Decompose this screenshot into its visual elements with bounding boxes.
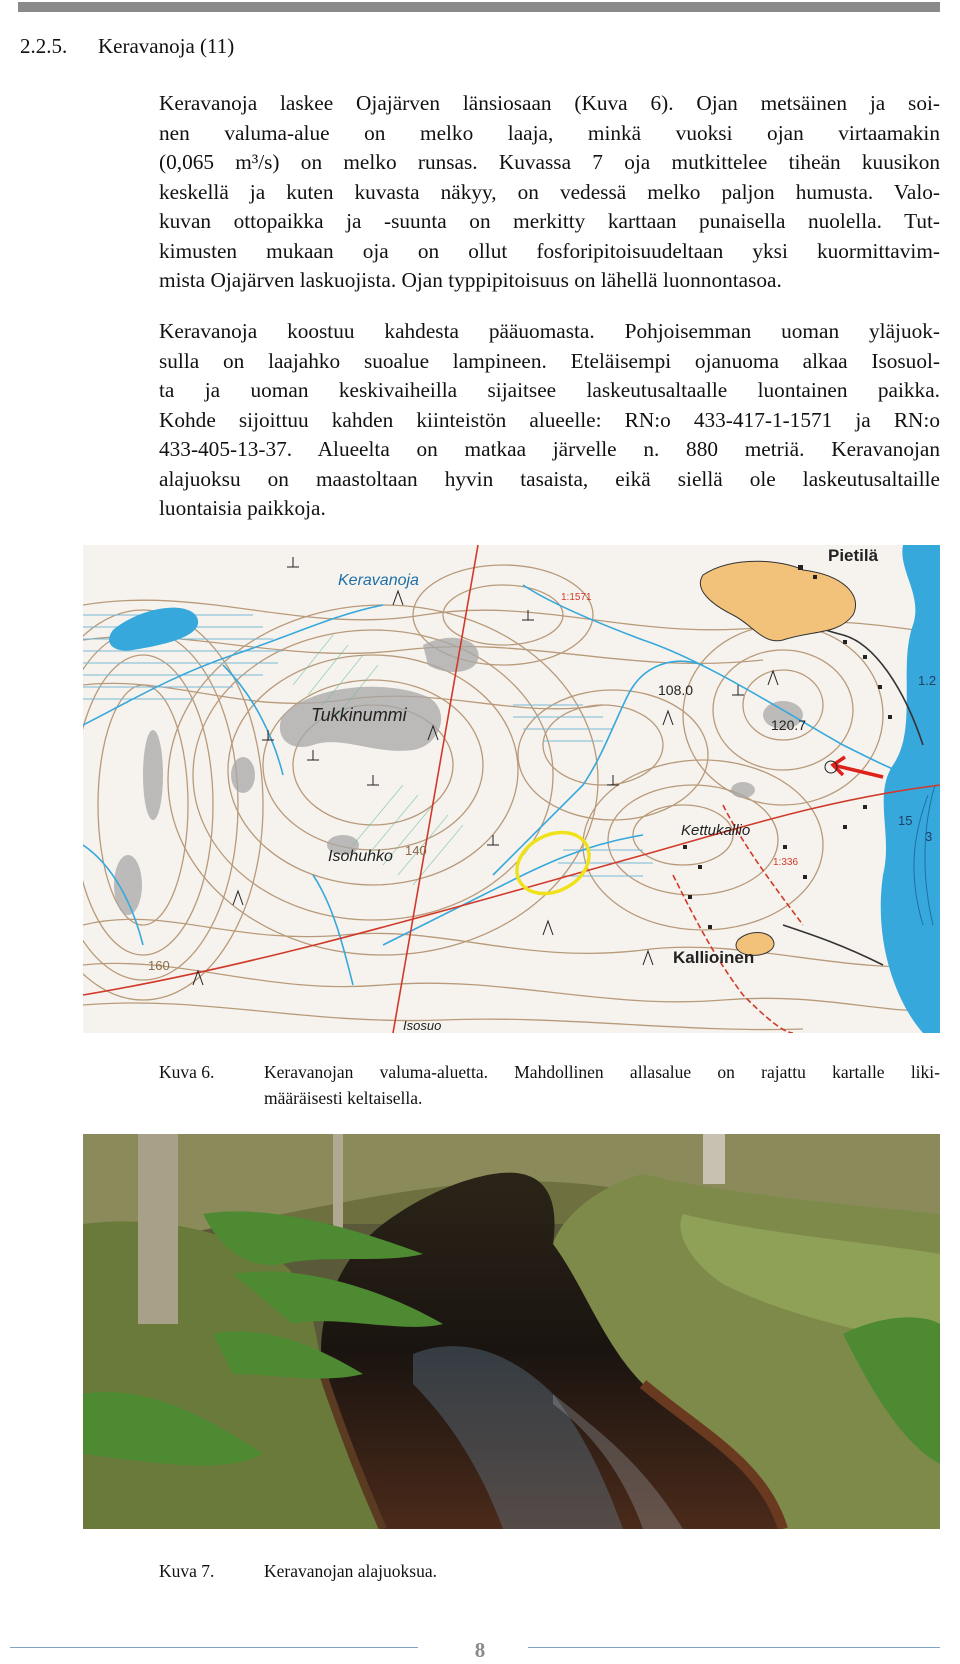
photo-svg — [83, 1134, 940, 1529]
map-elevation-108: 108.0 — [658, 682, 694, 698]
paragraph-1 — [159, 89, 940, 296]
map-label-kettukallio: Kettukallio — [681, 822, 751, 839]
tree-trunk — [138, 1134, 178, 1324]
map-depth-3: 3 — [925, 829, 933, 844]
p2-line: Keravanoja koostuu kahdesta pääuomasta. Pohjoisemman uoman yläjuok- — [159, 319, 940, 343]
p1-line: nen valuma-alue on melko laaja, minkä vuoksi ojan virtaamakin — [159, 120, 940, 145]
footer-rule-left — [10, 1647, 418, 1648]
figure-7-label: Kuva 7. — [159, 1561, 215, 1581]
figure-7-caption — [159, 1558, 940, 1588]
map-svg — [83, 545, 940, 1033]
p1-line: keskellä ja kuten kuvasta näkyy, on vedessä melko paljon humusta. Valo- — [159, 179, 940, 204]
footer-rule-right — [528, 1647, 940, 1648]
map-label-keravanoja: Keravanoja — [338, 572, 419, 589]
map-depth-12: 1.2 — [918, 673, 937, 688]
header-rule — [18, 2, 940, 12]
p2-line: 433-405-13-37. Alueelta on matkaa järvelle n. 880 metriä. Keravanojan — [159, 437, 940, 461]
figure-6-label: Kuva 6. — [159, 1062, 215, 1082]
p2-line: alajuoksu on maastoltaan hyvin tasaista, eikä siellä ole laskeutusaltaille — [159, 466, 940, 491]
section-heading — [20, 34, 234, 59]
map-elevation-160: 160 — [148, 958, 170, 973]
figure-6-text-line: määräisesti keltaisella. — [264, 1088, 423, 1108]
map-elevation-140: 140 — [405, 843, 427, 858]
map-parcel-1571: 1:1571 — [561, 592, 592, 603]
section-title: Keravanoja (11) — [98, 34, 235, 58]
stream-photo — [83, 1134, 940, 1529]
tree-trunk — [703, 1134, 725, 1184]
p2-line: Kohde sijoittuu kahden kiinteistön alueelle: RN:o 433-417-1-1571 ja RN:o — [159, 407, 940, 432]
map-parcel-1336: 1:336 — [773, 857, 799, 868]
section-number: 2.2.5. — [20, 34, 68, 58]
map-depth-15: 15 — [898, 813, 913, 828]
p1-line: (0,065 m³/s) on melko runsas. Kuvassa 7 oja mutkittelee tiheän kuusikon — [159, 150, 940, 174]
p1-line: mista Ojajärven laskuojista. Ojan typpipitoisuus on lähellä luonnontasoa. — [159, 268, 782, 292]
page-number: 8 — [474, 1638, 486, 1662]
figure-6-text — [264, 1059, 940, 1111]
p1-line: kuvan ottopaikka ja -suunta on merkitty karttaan punaisella nuolella. Tut- — [159, 209, 940, 233]
p1-line: Keravanoja laskee Ojajärven länsiosaan (Kuva 6). Ojan metsäinen ja soi- — [159, 91, 940, 115]
map-label-pietila: Pietilä — [828, 546, 879, 565]
figure-6-caption — [159, 1059, 940, 1119]
map-label-isohuhko: Isohuhko — [328, 848, 393, 865]
p1-line: kimusten mukaan oja on ollut fosforipitoisuudeltaan yksi kuormittavim- — [159, 238, 940, 263]
figure-7-text: Keravanojan alajuoksua. — [264, 1561, 437, 1581]
paragraph-2 — [159, 317, 940, 524]
map-label-kallioinen: Kallioinen — [673, 948, 755, 967]
topographic-map — [83, 545, 940, 1033]
p2-line: luontaisia paikkoja. — [159, 496, 326, 520]
p2-line: sulla on laajahko suoalue lampineen. Eteläisempi ojanuoma alkaa Isosuol- — [159, 348, 940, 373]
map-label-tukkinummi: Tukkinummi — [311, 705, 407, 725]
p2-line: ta ja uoman keskivaiheilla sijaitsee laskeutusaltaalle luontainen paikka. — [159, 378, 940, 402]
map-label-isosuo: Isosuo — [403, 1018, 442, 1033]
map-elevation-120: 120.7 — [771, 717, 807, 733]
figure-6-text-line: Keravanojan valuma-aluetta. Mahdollinen allasalue on rajattu kartalle liki- — [264, 1062, 940, 1082]
